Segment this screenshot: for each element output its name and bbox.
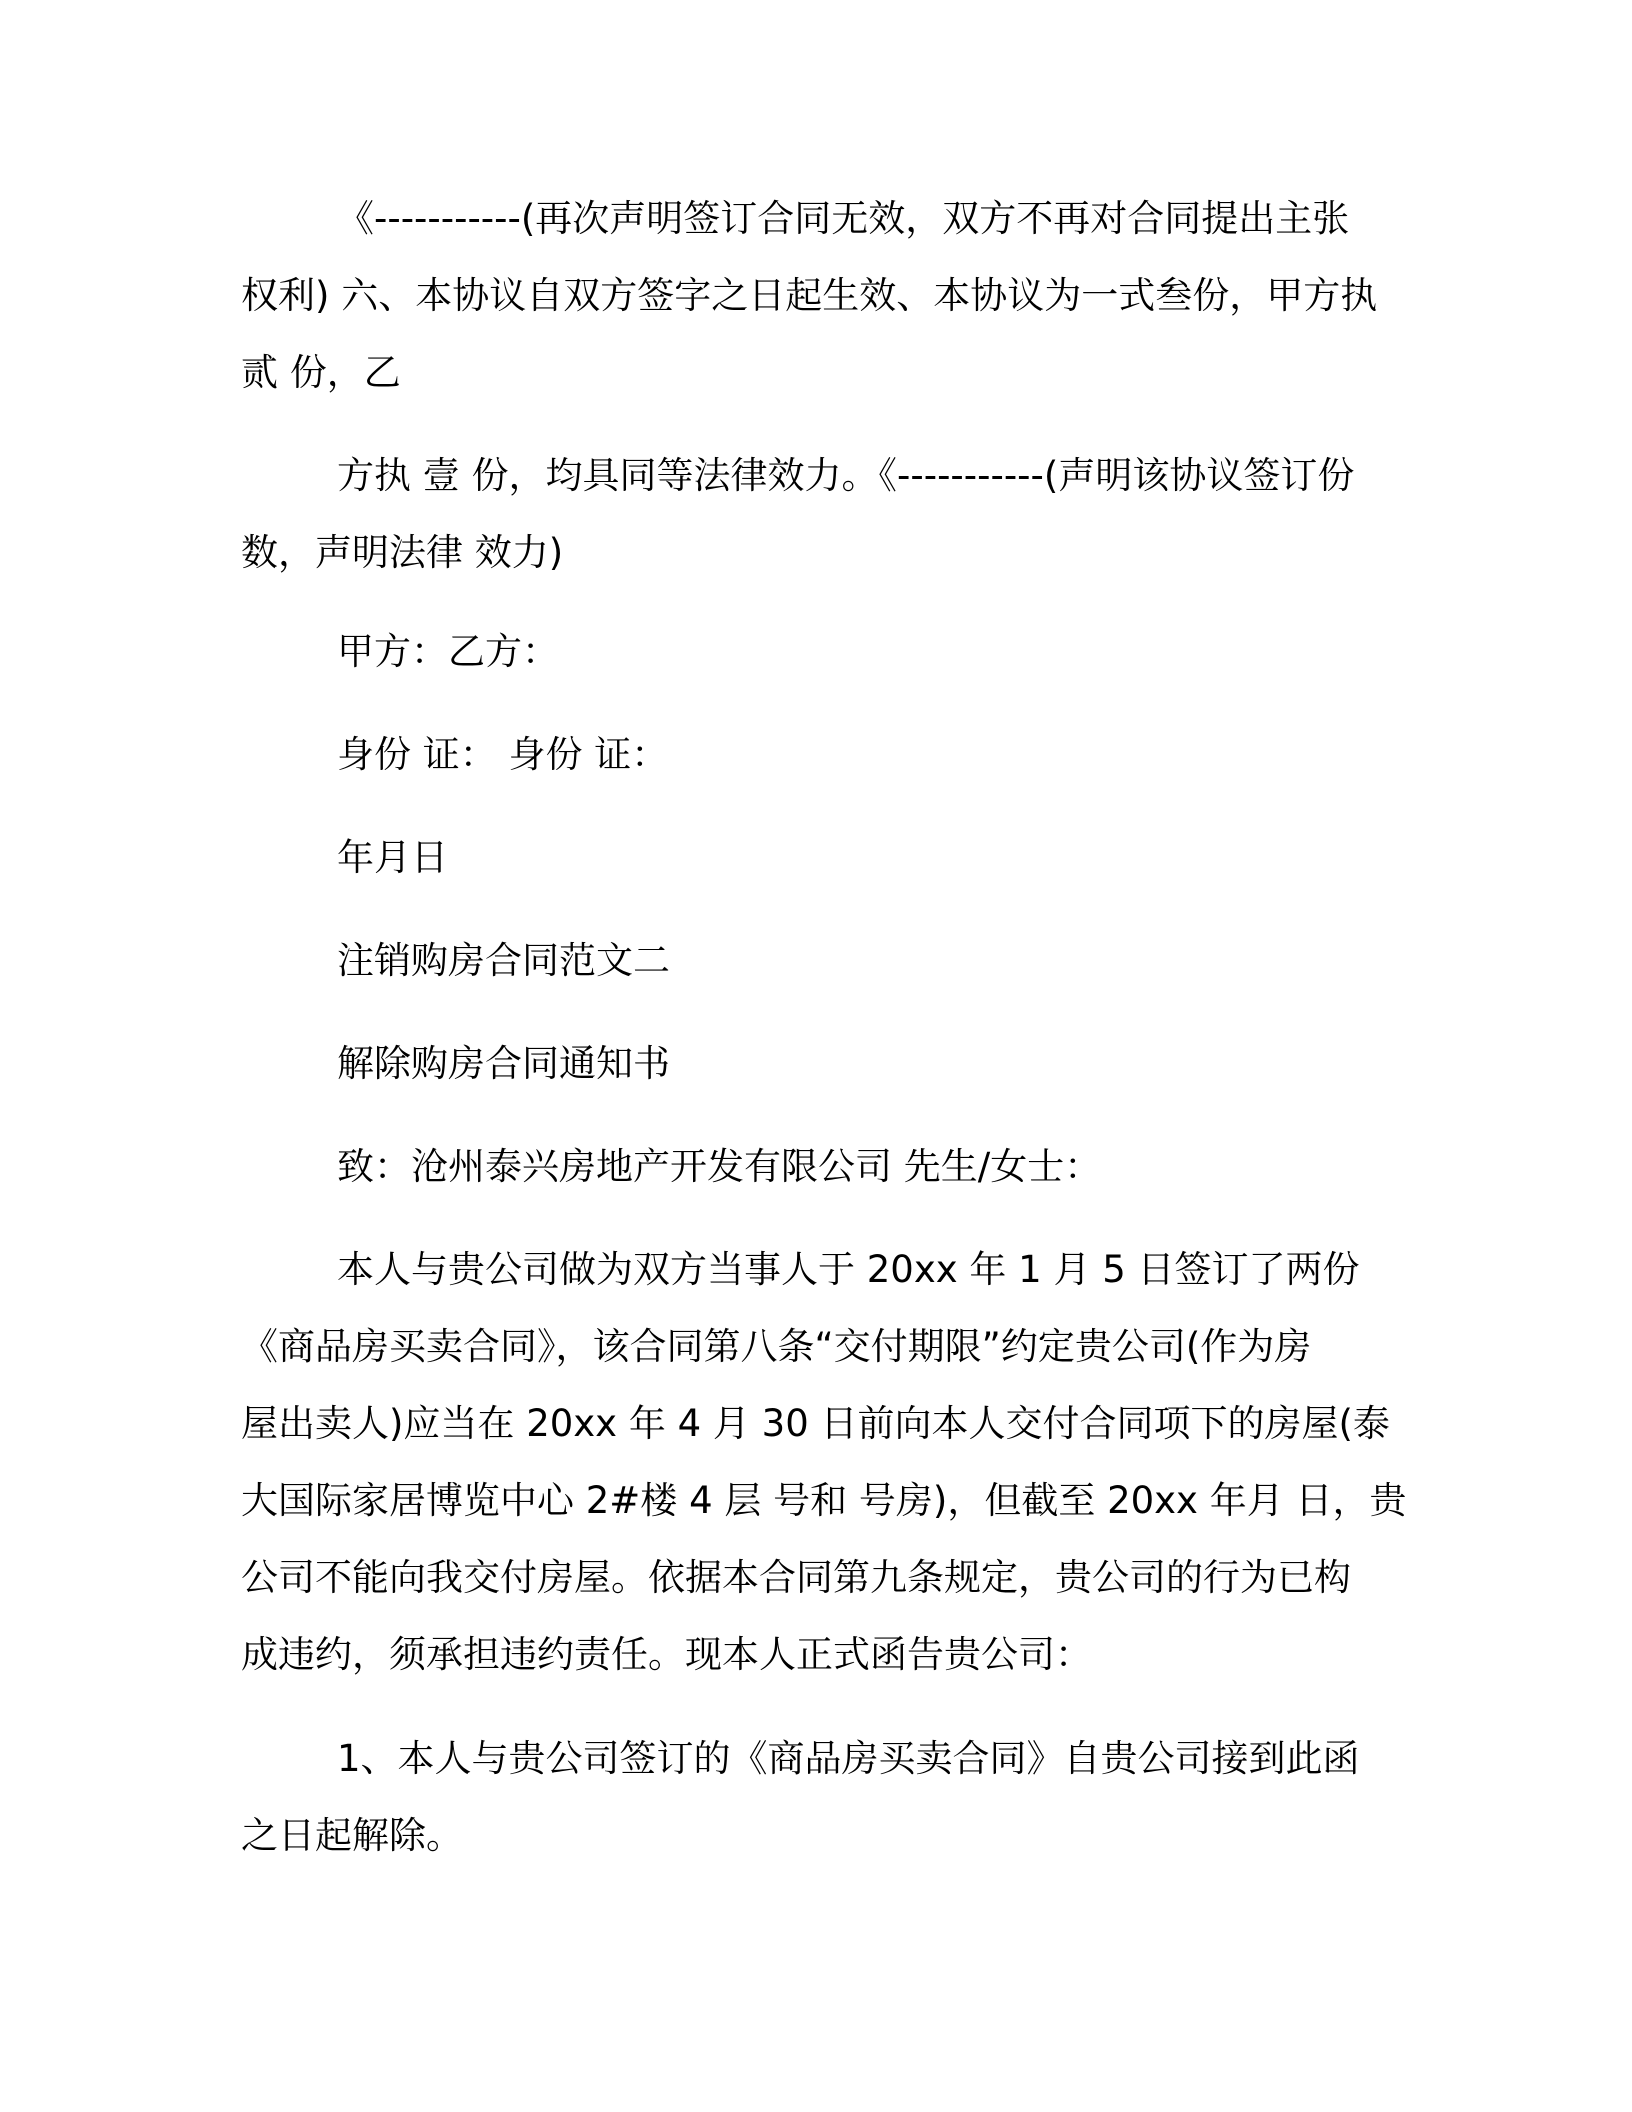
text-line: 本人与贵公司做为双方当事人于 20xx 年 1 月 5 日签订了两份 <box>337 1248 1360 1291</box>
text-line: 屋出卖人)应当在 20xx 年 4 月 30 日前向本人交付合同项下的房屋(泰 <box>241 1402 1390 1445</box>
paragraph-3 <box>241 632 1391 672</box>
text-line: 《商品房买卖合同》，该合同第八条“交付期限”约定贵公司(作为房 <box>241 1325 1312 1368</box>
paragraph-10 <box>241 1720 1391 1874</box>
text-line: 数，声明法律 效力) <box>241 531 564 574</box>
text-line: 公司不能向我交付房屋。依据本合同第九条规定，贵公司的行为已构 <box>241 1556 1351 1599</box>
id-card-line: 身份 证： 身份 证： <box>337 733 669 776</box>
text-line: 《-----------(再次声明签订合同无效，双方不再对合同提出主张 <box>337 197 1350 240</box>
paragraph-4 <box>241 735 1391 775</box>
paragraph-8 <box>241 1147 1391 1187</box>
paragraph-1 <box>241 180 1391 411</box>
text-line: 权利) 六、本协议自双方签字之日起生效、本协议为一式叁份，甲方执 <box>241 274 1378 317</box>
section-heading: 注销购房合同范文二 <box>337 939 670 982</box>
text-line: 贰 份，乙 <box>241 351 401 394</box>
paragraph-2 <box>241 437 1391 591</box>
text-line: 1、本人与贵公司签订的《商品房买卖合同》自贵公司接到此函 <box>337 1737 1360 1780</box>
text-line: 之日起解除。 <box>241 1814 463 1857</box>
text-line: 大国际家居博览中心 2#楼 4 层 号和 号房)，但截至 20xx 年月 日，贵 <box>241 1479 1407 1522</box>
signature-parties-line: 甲方：乙方： <box>337 630 559 673</box>
addressee-line: 致：沧州泰兴房地产开发有限公司 先生/女士： <box>337 1145 1102 1188</box>
paragraph-5 <box>241 838 1391 878</box>
notice-title: 解除购房合同通知书 <box>337 1042 670 1085</box>
text-line: 成违约，须承担违约责任。现本人正式函告贵公司： <box>241 1633 1092 1676</box>
paragraph-7 <box>241 1044 1391 1084</box>
paragraph-9 <box>241 1231 1407 1693</box>
paragraph-6 <box>241 941 1391 981</box>
text-line: 方执 壹 份，均具同等法律效力。《-----------(声明该协议签订份 <box>337 454 1355 497</box>
date-line: 年月日 <box>337 836 448 879</box>
